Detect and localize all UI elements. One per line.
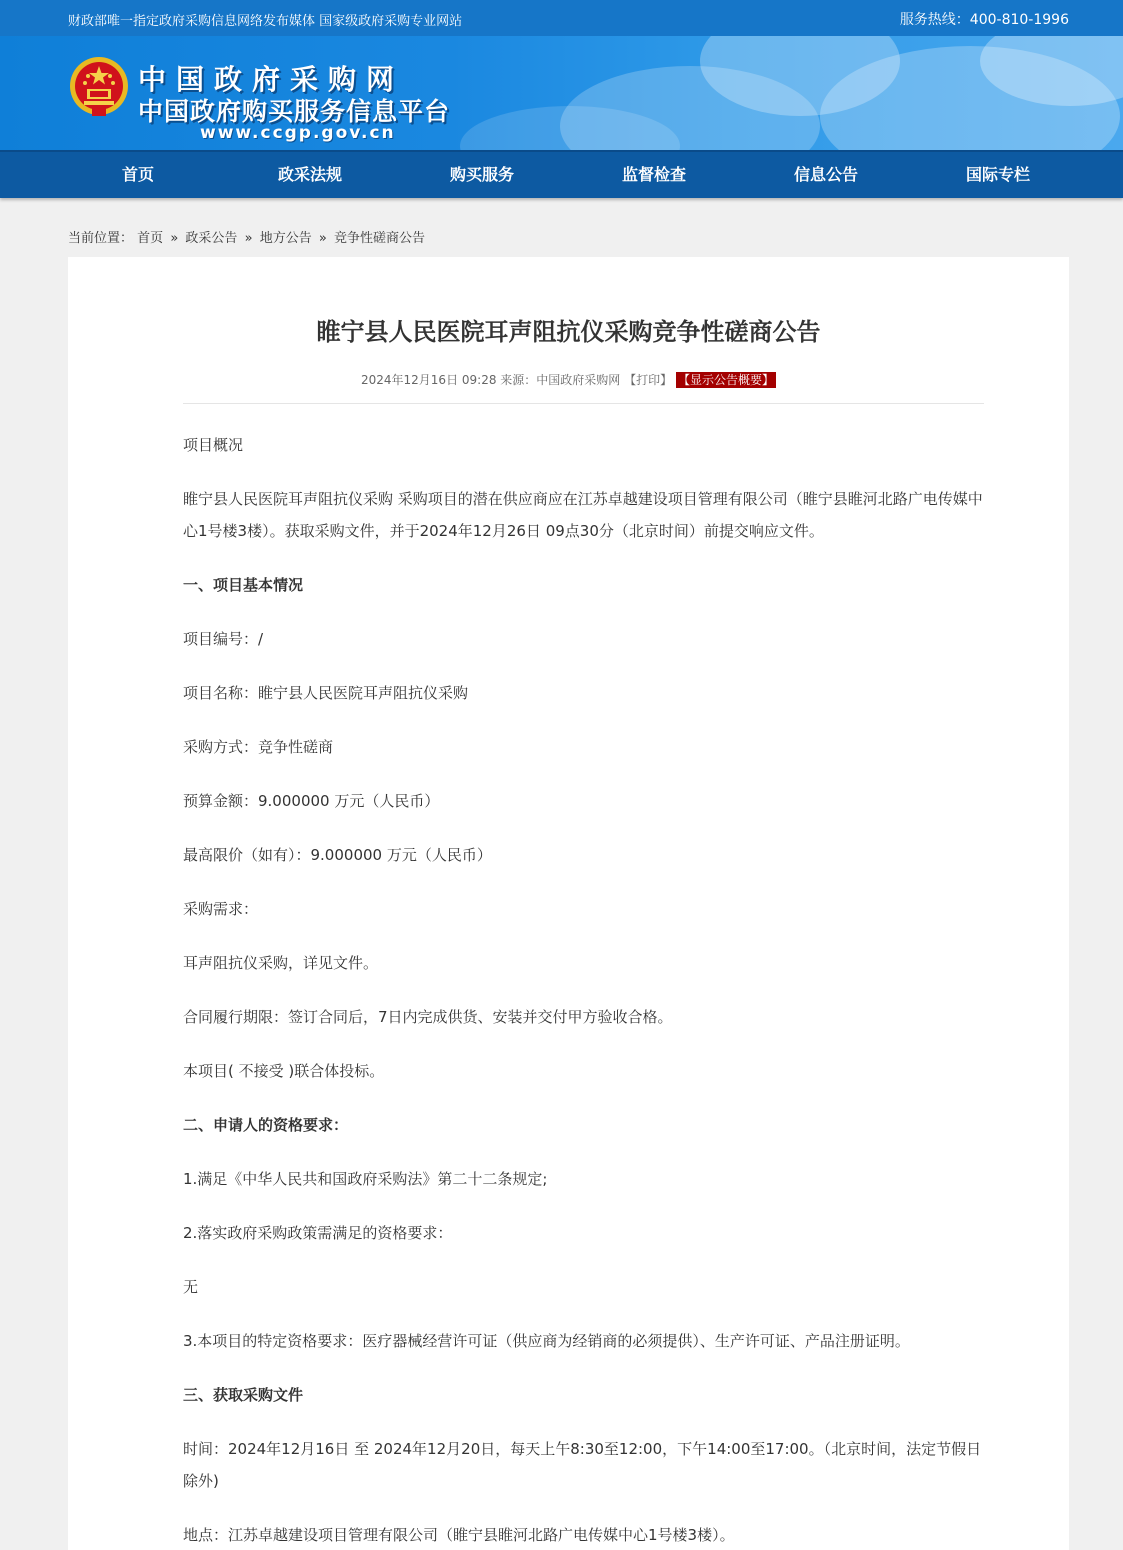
title-divider <box>183 403 984 404</box>
site-banner <box>0 36 1123 150</box>
breadcrumb-competitive-negotiation[interactable]: 竞争性磋商公告 <box>333 231 425 246</box>
paragraph: 采购方式：竞争性磋商 <box>183 738 334 756</box>
breadcrumb-separator: » <box>244 231 253 246</box>
paragraph: 最高限价（如有）：9.000000 万元（人民币） <box>183 846 492 864</box>
article-meta <box>68 371 1069 388</box>
section-heading: 三、获取采购文件 <box>183 1386 304 1404</box>
breadcrumb-separator: » <box>318 231 327 246</box>
logo-subtitle[interactable]: 中国政府购买服务信息平台 <box>138 97 451 126</box>
paragraph: 项目名称：睢宁县人民医院耳声阻抗仪采购 <box>183 684 469 702</box>
paragraph: 合同履行期限：签订合同后，7日内完成供货、安装并交付甲方验收合格。 <box>183 1008 673 1026</box>
paragraph: 项目概况 <box>183 436 244 454</box>
breadcrumb <box>68 227 425 246</box>
nav-item-supervision[interactable]: 监督检查 <box>621 165 686 184</box>
paragraph: 1.满足《中华人民共和国政府采购法》第二十二条规定; <box>183 1170 548 1188</box>
service-hotline: 服务热线：400-810-1996 <box>899 12 1069 28</box>
section-heading: 一、项目基本情况 <box>183 576 304 594</box>
nav-item-purchase-services[interactable]: 购买服务 <box>449 165 514 184</box>
paragraph: 2.落实政府采购政策需满足的资格要求： <box>183 1224 453 1242</box>
paragraph: 地点：江苏卓越建设项目管理有限公司（睢宁县睢河北路广电传媒中心1号楼3楼）。 <box>183 1526 735 1544</box>
paragraph: 项目编号：/ <box>183 630 264 648</box>
paragraph: 3.本项目的特定资格要求：医疗器械经营许可证（供应商为经销商的必须提供）、生产许可证、产品注册证明。 <box>183 1332 910 1350</box>
article-container <box>68 257 1069 1550</box>
breadcrumb-local-announcements[interactable]: 地方公告 <box>259 231 312 246</box>
main-nav <box>0 150 1123 198</box>
paragraph: 耳声阻抗仪采购，详见文件。 <box>183 954 379 972</box>
article-title: 睢宁县人民医院耳声阻抗仪采购竞争性磋商公告 <box>316 318 821 346</box>
paragraph: 本项目( 不接受 )联合体投标。 <box>183 1062 385 1080</box>
logo-url[interactable]: www.ccgp.gov.cn <box>200 123 396 143</box>
article-body <box>183 429 984 1550</box>
breadcrumb-procurement-announcements[interactable]: 政采公告 <box>185 231 238 246</box>
paragraph: 无 <box>183 1278 199 1296</box>
article-source: 来源：中国政府采购网 <box>500 373 621 387</box>
paragraph: 采购需求： <box>183 900 259 918</box>
nav-item-regulations[interactable]: 政采法规 <box>277 165 342 184</box>
nav-item-announcements[interactable]: 信息公告 <box>793 165 858 184</box>
breadcrumb-home[interactable]: 首页 <box>137 231 164 246</box>
paragraph: 预算金额：9.000000 万元（人民币） <box>183 792 440 810</box>
show-summary-button[interactable]: 【显示公告概要】 <box>677 373 774 387</box>
section-heading: 二、申请人的资格要求： <box>183 1116 349 1134</box>
breadcrumb-prefix: 当前位置： <box>68 231 134 246</box>
paragraph: 睢宁县人民医院耳声阻抗仪采购 采购项目的潜在供应商应在江苏卓越建设项目管理有限公司（睢宁县睢河北路广电传媒中心1号楼3楼）。获取采购文件，并于2024年12月26日 09点30分（北京时间）前提交响应文件。 <box>183 490 983 540</box>
paragraph: 时间：2024年12月16日 至 2024年12月20日，每天上午8:30至12:00，下午14:00至17:00。（北京时间，法定节假日除外) <box>183 1440 982 1490</box>
breadcrumb-separator: » <box>170 231 179 246</box>
nav-item-home[interactable]: 首页 <box>121 165 154 184</box>
site-slogan: 财政部唯一指定政府采购信息网络发布媒体 国家级政府采购专业网站 <box>68 14 463 29</box>
print-link[interactable]: 【打印】 <box>624 373 673 387</box>
top-info-bar <box>0 0 1123 36</box>
logo-title[interactable]: 中国政府采购网 <box>138 63 405 96</box>
national-emblem-icon[interactable] <box>68 56 130 120</box>
publish-date: 2024年12月16日 09:28 <box>360 373 497 387</box>
nav-item-international[interactable]: 国际专栏 <box>965 165 1030 184</box>
